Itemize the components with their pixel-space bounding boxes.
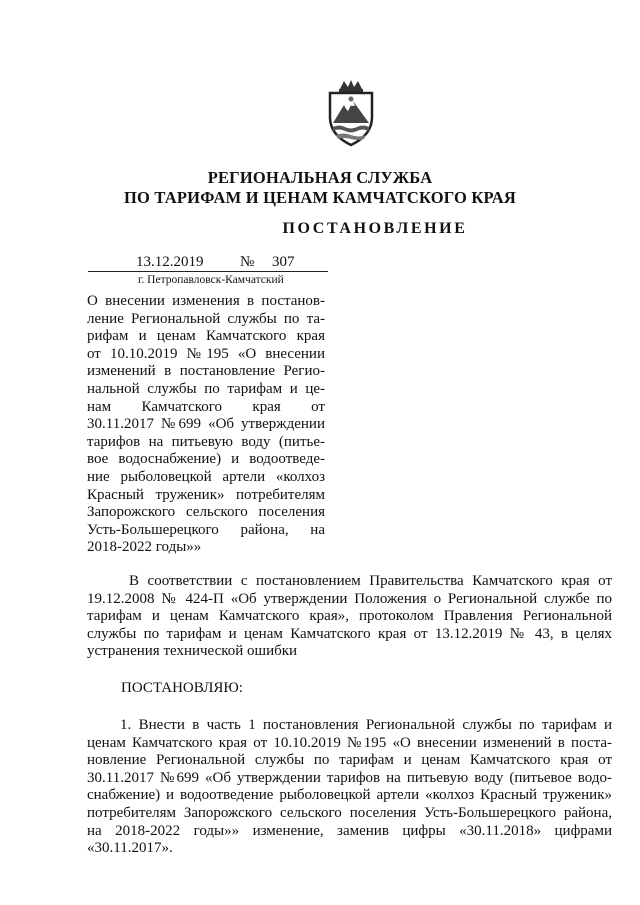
paragraph-line: на 2018-2022 годы»» изменение, заменив цифры «30.11.2018» цифрами <box>87 822 612 839</box>
item-1-paragraph <box>87 717 612 858</box>
org-line-1: РЕГИОНАЛЬНАЯ СЛУЖБА <box>207 168 433 187</box>
title-line: ние рыболовецкой артели «колхоз <box>87 468 325 485</box>
paragraph-line: 1. Внести в часть 1 постановления Региональной службы по тарифам и <box>120 717 612 733</box>
title-line: 30.11.2017 №699 «Об утверждении <box>87 416 325 433</box>
title-line: О внесении изменения в постанов- <box>87 293 325 309</box>
title-line: ление Региональной службы по та- <box>87 310 325 327</box>
paragraph-line: В соответствии с постановлением Правительства Камчатского края от <box>129 573 612 589</box>
title-line: нальной службы по тарифам и це- <box>87 380 325 397</box>
title-line: тарифов на питьевую воду (питье- <box>87 433 325 450</box>
document-title <box>87 293 325 557</box>
city-label: г. Петропавловск-Камчатский <box>138 274 284 286</box>
paragraph-line: «30.11.2017». <box>87 840 173 857</box>
document-type: ПОСТАНОВЛЕНИЕ <box>282 220 468 237</box>
paragraph-line: устранения технической ошибки <box>87 643 298 660</box>
title-line: нам Камчатского края от <box>87 398 325 415</box>
number-sign: № <box>240 254 255 270</box>
document-number: 307 <box>272 254 295 270</box>
paragraph-line: 30.11.2017 №699 «Об утверждении тарифов на питьевую воду (питьевое водо- <box>87 769 612 786</box>
title-line: 2018-2022 годы»» <box>87 539 202 556</box>
title-line: рифам и ценам Камчатского края <box>87 328 325 345</box>
date-number-row <box>88 254 328 272</box>
title-line: вое водоснабжение) и водоотведе- <box>87 451 325 468</box>
paragraph-line: тарифам и ценам Камчатского края», протоколом Правления Региональной <box>87 608 612 625</box>
preamble-paragraph <box>87 573 612 661</box>
paragraph-line: потребителям Запорожского сельского поселения Усть-Большерецкого района, <box>87 804 612 821</box>
paragraph-line: службы по тарифам и ценам Камчатского края от 13.12.2019 № 43, в целях <box>87 625 612 642</box>
paragraph-line: ценам Камчатского края от 10.10.2019 №195 «О внесении изменений в поста- <box>87 734 612 751</box>
paragraph-line: 19.12.2008 № 424-П «Об утверждении Положения о Региональной службе по <box>87 590 612 607</box>
date-underline <box>88 271 328 272</box>
title-line: Красный труженик» потребителям <box>87 486 325 503</box>
title-line: Усть-Большерецкого района, на <box>87 521 325 538</box>
title-line: от 10.10.2019 №195 «О внесении <box>87 345 325 362</box>
org-line-2: ПО ТАРИФАМ И ЦЕНАМ КАМЧАТСКОГО КРАЯ <box>124 188 516 207</box>
paragraph-line: снабжение) и водоотведение рыболовецкой артели «колхоз Красный труженик» <box>87 787 612 804</box>
title-line: Запорожского сельского поселения <box>87 504 325 521</box>
decree-heading: ПОСТАНОВЛЯЮ: <box>121 680 243 696</box>
organization-name <box>0 168 640 208</box>
coat-of-arms-icon <box>322 79 380 147</box>
paragraph-line: новление Региональной службы по тарифам и ценам Камчатского края от <box>87 752 612 769</box>
title-line: изменений в постановление Регио- <box>87 363 325 380</box>
document-date: 13.12.2019 <box>136 254 204 270</box>
